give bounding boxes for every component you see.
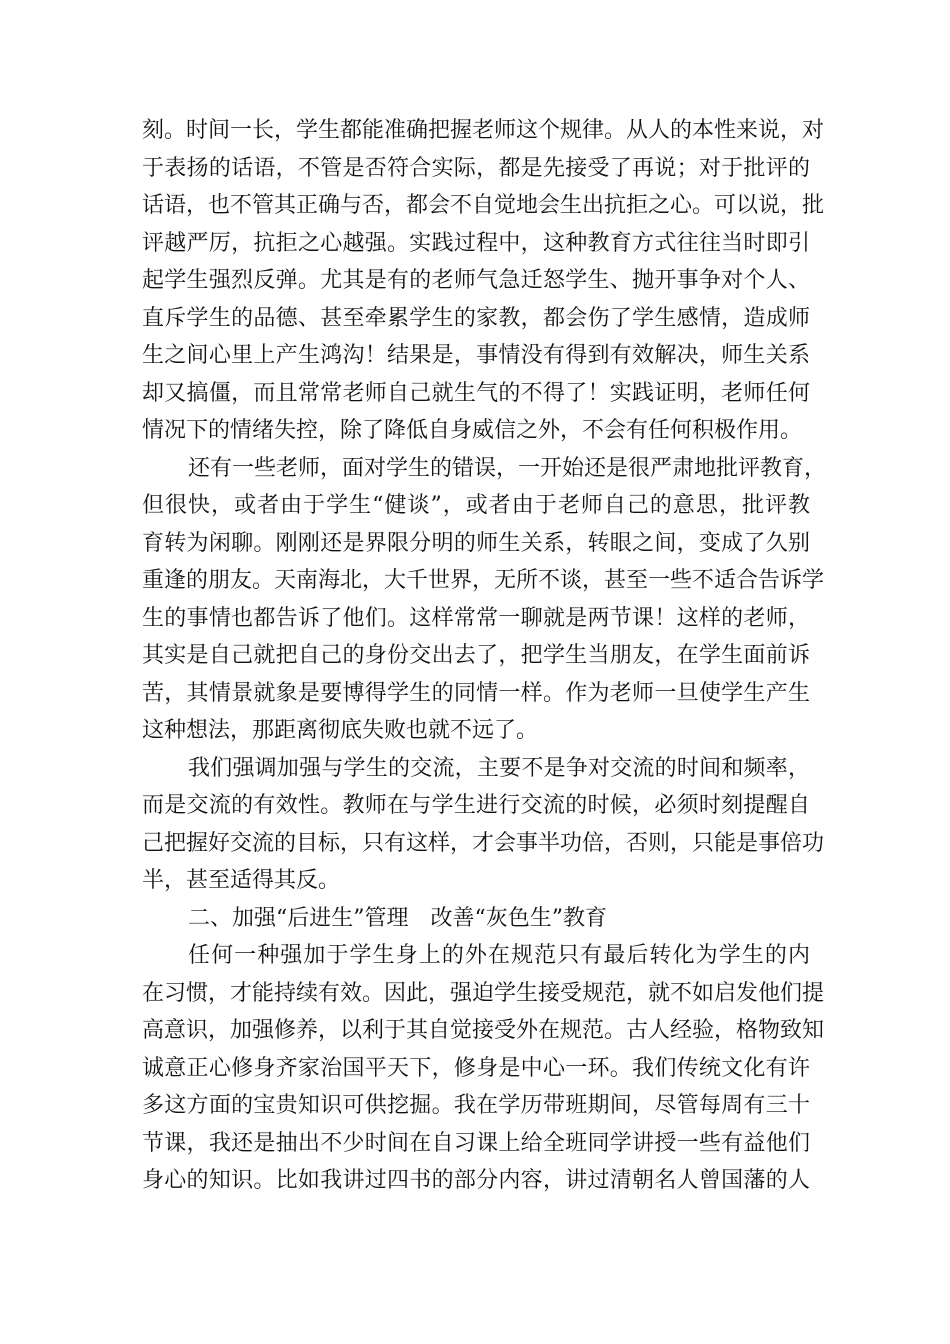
text-line: 多这方面的宝贵知识可供挖掘。我在学历带班期间，尽管每周有三十	[142, 1093, 810, 1118]
text-line: 重逢的朋友。天南海北，大千世界，无所不谈，甚至一些不适合告诉学	[142, 568, 825, 593]
text-line: 评越严厉，抗拒之心越强。实践过程中，这种教育方式往往当时即引	[142, 230, 810, 256]
text-line: 诚意正心修身齐家治国平天下，修身是中心一环。我们传统文化有许	[142, 1055, 810, 1081]
text-line: 情况下的情绪失控，除了降低自身威信之外，不会有任何积极作用。	[142, 418, 803, 443]
text-line: 但很快，或者由于学生“健谈”，或者由于老师自己的意思，批评教	[142, 493, 810, 518]
text-line: 苦，其情景就象是要博得学生的同情一样。作为老师一旦使学生产生	[142, 680, 810, 706]
text-line: 于表扬的话语，不管是否符合实际，都是先接受了再说；对于批评的	[142, 155, 810, 181]
text-line: 任何一种强加于学生身上的外在规范只有最后转化为学生的内	[188, 943, 810, 968]
text-line: 话语，也不管其正确与否，都会不自觉地会生出抗拒之心。可以说，批	[142, 193, 825, 218]
text-line: 还有一些老师，面对学生的错误，一开始还是很严肃地批评教育，	[188, 455, 827, 481]
body-text	[142, 112, 827, 1200]
text-line: 二、加强“后进生”管理 改善“灰色生”教育	[188, 905, 607, 931]
text-line: 高意识，加强修养，以利于其自觉接受外在规范。古人经验，格物致知	[142, 1018, 825, 1043]
text-line: 而是交流的有效性。教师在与学生进行交流的时候，必须时刻提醒自	[142, 793, 810, 818]
text-line: 节课，我还是抽出不少时间在自习课上给全班同学讲授一些有益他们	[142, 1130, 810, 1156]
text-line: 我们强调加强与学生的交流，主要不是争对交流的时间和频率，	[188, 755, 810, 781]
text-line: 生之间心里上产生鸿沟！结果是，事情没有得到有效解决，师生关系	[142, 343, 810, 368]
text-line: 这种想法，那距离彻底失败也就不远了。	[142, 718, 539, 743]
text-line: 在习惯，才能持续有效。因此，强迫学生接受规范，就不如启发他们提	[142, 980, 825, 1006]
text-line: 其实是自己就把自己的身份交出去了，把学生当朋友，在学生面前诉	[142, 643, 810, 668]
text-line: 起学生强烈反弹。尤其是有的老师气急迁怒学生、抛开事争对个人、	[142, 268, 810, 293]
text-line: 育转为闲聊。刚刚还是界限分明的师生关系，转眼之间，变成了久别	[142, 530, 810, 556]
text-line: 刻。时间一长，学生都能准确把握老师这个规律。从人的本性来说，对	[142, 118, 825, 143]
text-line: 生的事情也都告诉了他们。这样常常一聊就是两节课！这样的老师，	[142, 605, 810, 631]
text-line: 却又搞僵，而且常常老师自己就生气的不得了！实践证明，老师任何	[142, 380, 810, 406]
text-line: 半，甚至适得其反。	[142, 868, 341, 893]
text-line: 己把握好交流的目标，只有这样，才会事半功倍，否则，只能是事倍功	[142, 830, 825, 856]
text-line: 直斥学生的品德、甚至牵累学生的家教，都会伤了学生感情，造成师	[142, 305, 810, 331]
text-line: 身心的知识。比如我讲过四书的部分内容，讲过清朝名人曾国藩的人	[142, 1168, 810, 1193]
